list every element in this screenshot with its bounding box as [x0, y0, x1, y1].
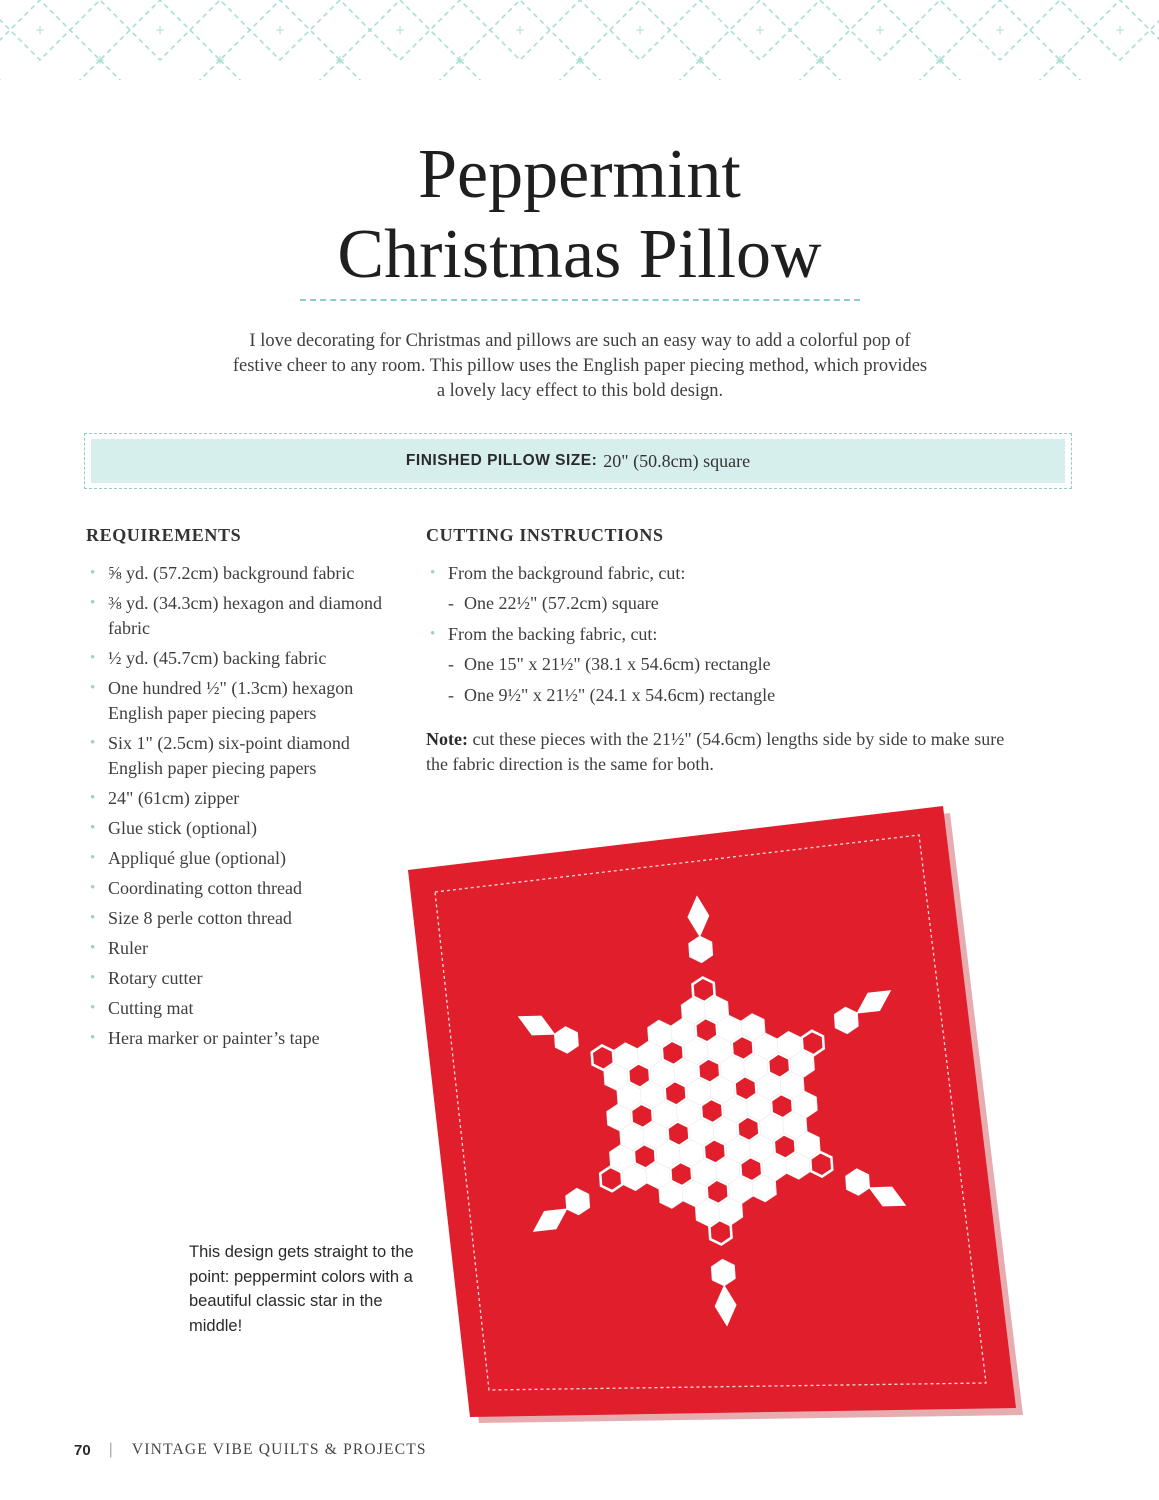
requirement-item — [86, 816, 406, 841]
svg-text:+: + — [454, 53, 466, 67]
requirement-text: Ruler — [108, 938, 148, 958]
page-footer — [74, 1438, 427, 1462]
svg-text:+: + — [634, 23, 646, 37]
requirement-item — [86, 561, 406, 586]
bullet-icon: • — [90, 820, 96, 836]
bullet-icon: • — [430, 626, 436, 642]
requirement-text: Coordinating cotton thread — [108, 878, 302, 898]
requirement-item — [86, 731, 406, 781]
requirement-text: One hundred ½" (1.3cm) hexagon English paper piecing papers — [108, 678, 354, 723]
svg-text:+: + — [994, 23, 1006, 37]
requirement-text: Appliqué glue (optional) — [108, 848, 286, 868]
cutting-item — [426, 622, 1026, 647]
svg-text:+: + — [214, 53, 226, 67]
title-divider — [300, 299, 860, 301]
svg-text:+: + — [1114, 23, 1126, 37]
requirement-item — [86, 966, 406, 991]
cutting-subitem-text: One 22½" (57.2cm) square — [464, 593, 659, 613]
requirement-item — [86, 906, 406, 931]
finished-size-value: 20" (50.8cm) square — [603, 450, 751, 471]
finished-size-banner — [84, 433, 1072, 489]
requirements-heading: REQUIREMENTS — [86, 525, 242, 545]
requirement-item — [86, 1026, 406, 1051]
dash-icon: - — [448, 685, 454, 705]
bullet-icon: • — [90, 680, 96, 696]
requirement-item — [86, 786, 406, 811]
requirement-item — [86, 591, 406, 641]
cutting-list — [426, 561, 1026, 714]
svg-text:+: + — [1054, 53, 1066, 67]
cutting-subitem-text: One 9½" x 21½" (24.1 x 54.6cm) rectangle — [464, 685, 776, 705]
note-label: Note: — [426, 729, 468, 749]
bullet-icon: • — [90, 940, 96, 956]
requirement-text: Rotary cutter — [108, 968, 203, 988]
svg-text:+: + — [574, 53, 586, 67]
cutting-subitem — [426, 683, 1026, 708]
dash-icon: - — [448, 654, 454, 674]
requirement-item — [86, 846, 406, 871]
finished-size-label: FINISHED PILLOW SIZE: — [405, 452, 598, 469]
bullet-icon: • — [90, 850, 96, 866]
intro-paragraph: I love decorating for Christmas and pillows are such an easy way to add a colorful pop of festive cheer to any room. This pillow uses the English paper piecing method, which provides a lovely lacy effect to this bold design. — [232, 331, 928, 401]
decorative-diamond-pattern — [0, 0, 1159, 80]
requirement-text: ½ yd. (45.7cm) backing fabric — [108, 648, 327, 668]
svg-text:+: + — [514, 23, 526, 37]
requirement-text: 24" (61cm) zipper — [108, 788, 240, 808]
page-number: 70 — [74, 1441, 91, 1459]
note-text: cut these pieces with the 21½" (54.6cm) lengths side by side to make sure the fabric direction is the same for both. — [426, 729, 1005, 774]
svg-text:+: + — [154, 23, 166, 37]
bullet-icon: • — [430, 565, 436, 581]
requirement-text: Cutting mat — [108, 998, 194, 1018]
bullet-icon: • — [90, 650, 96, 666]
dash-icon: - — [448, 593, 454, 613]
requirement-item — [86, 876, 406, 901]
bullet-icon: • — [90, 1000, 96, 1016]
cutting-subitem — [426, 652, 1026, 677]
cutting-subitem — [426, 591, 1026, 616]
requirement-item — [86, 996, 406, 1021]
svg-text:+: + — [394, 23, 406, 37]
cutting-item-text: From the background fabric, cut: — [448, 563, 686, 583]
photo-caption: This design gets straight to the point: peppermint colors with a beautiful classic star in the middle! — [189, 1243, 414, 1335]
bullet-icon: • — [90, 880, 96, 896]
requirement-text: ⅜ yd. (34.3cm) hexagon and diamond fabric — [108, 593, 382, 638]
book-title: VINTAGE VIBE QUILTS & PROJECTS — [131, 1441, 427, 1458]
requirements-list — [86, 561, 406, 1056]
requirement-item — [86, 646, 406, 671]
requirement-text: ⅝ yd. (57.2cm) background fabric — [108, 563, 355, 583]
svg-text:+: + — [814, 53, 826, 67]
cutting-item-text: From the backing fabric, cut: — [448, 624, 658, 644]
bullet-icon: • — [90, 910, 96, 926]
bullet-icon: • — [90, 565, 96, 581]
bullet-icon: • — [90, 735, 96, 751]
requirement-text: Size 8 perle cotton thread — [108, 908, 292, 928]
footer-separator: | — [108, 1441, 114, 1458]
cutting-subitem-text: One 15" x 21½" (38.1 x 54.6cm) rectangle — [464, 654, 771, 674]
svg-text:+: + — [94, 53, 106, 67]
requirement-text: Hera marker or painter’s tape — [108, 1028, 320, 1048]
svg-text:+: + — [934, 53, 946, 67]
bullet-icon: • — [90, 1030, 96, 1046]
svg-text:+: + — [274, 23, 286, 37]
bullet-icon: • — [90, 595, 96, 611]
svg-text:+: + — [754, 23, 766, 37]
requirement-text: Six 1" (2.5cm) six-point diamond English paper piecing papers — [108, 733, 350, 778]
requirement-item — [86, 936, 406, 961]
pillow-photo — [400, 800, 1040, 1425]
title-line-1: Peppermint — [418, 136, 741, 213]
cutting-item — [426, 561, 1026, 586]
page-title — [0, 135, 1159, 295]
requirement-text: Glue stick (optional) — [108, 818, 257, 838]
title-line-2: Christmas Pillow — [337, 216, 822, 293]
svg-text:+: + — [874, 23, 886, 37]
cutting-note — [426, 727, 1026, 777]
requirement-item — [86, 676, 406, 726]
bullet-icon: • — [90, 970, 96, 986]
svg-text:+: + — [334, 53, 346, 67]
cutting-heading: CUTTING INSTRUCTIONS — [426, 525, 664, 545]
svg-text:+: + — [694, 53, 706, 67]
bullet-icon: • — [90, 790, 96, 806]
svg-text:+: + — [34, 23, 46, 37]
